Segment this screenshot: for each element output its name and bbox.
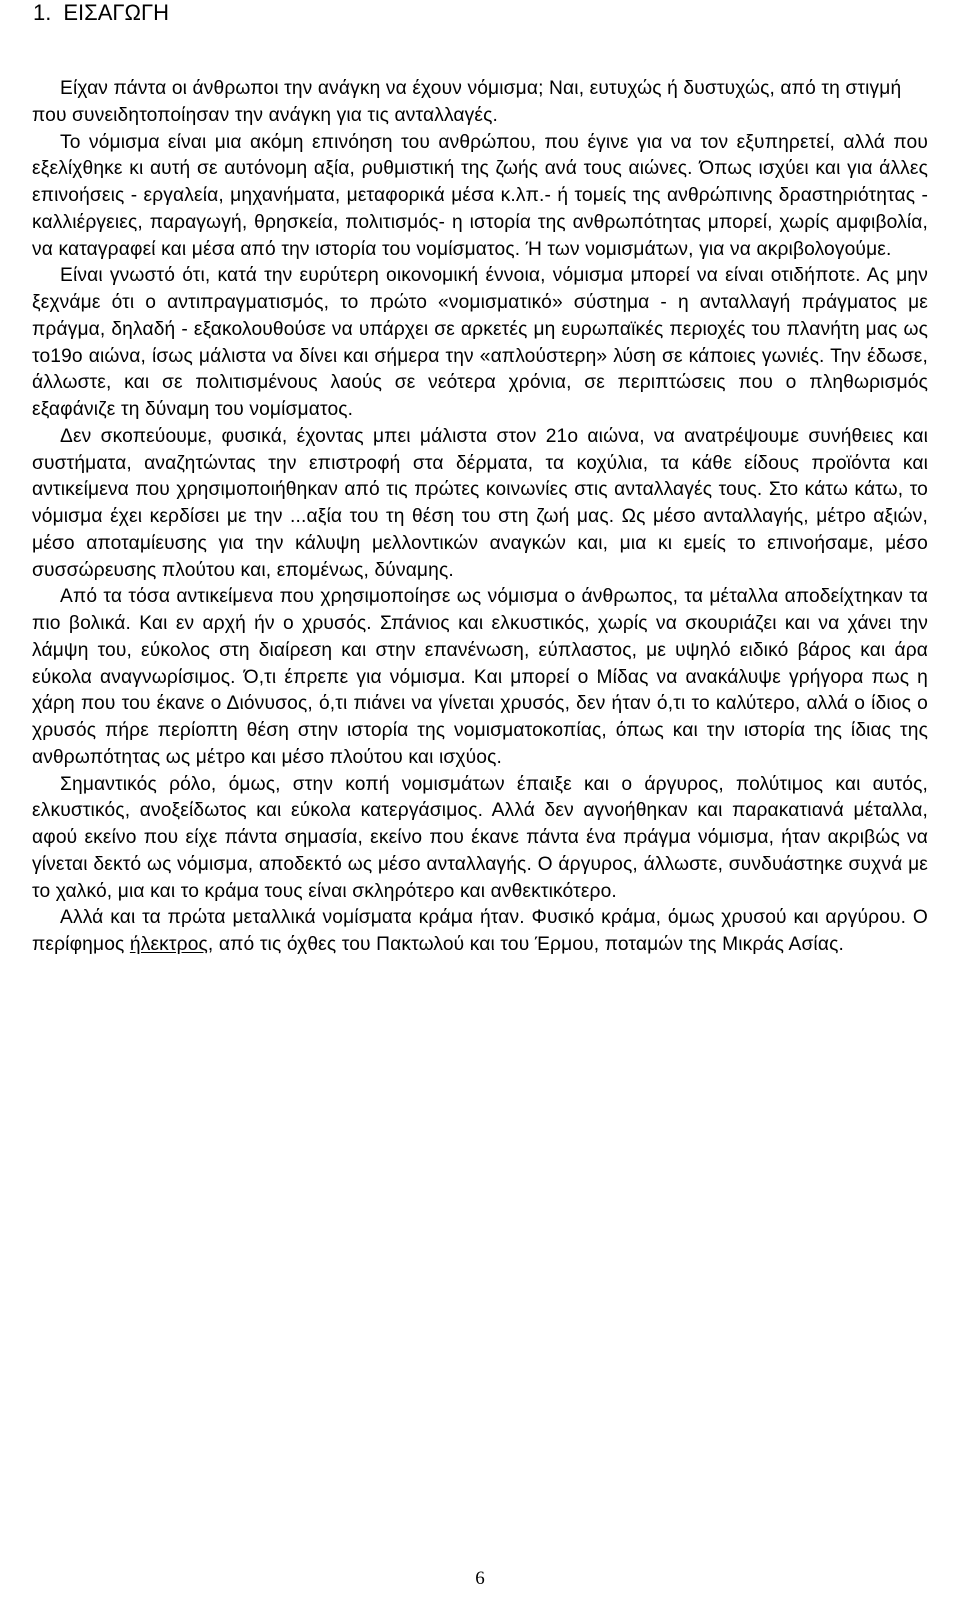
paragraph-7-text-start: Αλλά και τα πρώτα μεταλλικά νομίσματα κράμα ήταν. Φυσικό κράμα, όμως χρυσού και αργύρου. Ο περίφημος [32, 907, 928, 955]
paragraph-7 [32, 905, 928, 959]
page-number: 6 [475, 1568, 485, 1589]
paragraph-4: Δεν σκοπεύουμε, φυσικά, έχοντας μπει μάλιστα στον 21ο αιώνα, να ανατρέψουμε συνήθειες και συστήματα, αναζητώντας την επιστροφή στα δέρματα, τα κοχύλια, τα κάθε είδους προϊόντα και αντικείμενα που χρησιμοποιήθηκαν από τις πρώτες κοινωνίες στις ανταλλαγές τους. Στο κάτω κάτω, το νόμισμα έχει κερδίσει με την ...αξία του τη θέση του στη ζωή μας. Ως μέσο ανταλλαγής, μέτρο αξιών, μέσο αποταμίευσης για την κάλυψη μελλοντικών αναγκών και, μια κι εμείς το επινοήσαμε, μέσο συσσώρευσης πλούτου και, επομένως, δύναμης. [32, 425, 928, 581]
paragraph-6: Σημαντικός ρόλο, όμως, στην κοπή νομισμάτων έπαιξε και ο άργυρος, πολύτιμος και αυτός, ελκυστικός, ανοξείδωτος και εύκολα κατεργάσιμος. Αλλά δεν αγνοήθηκαν και παρακατιανά μέταλλα, αφού εκείνο που είχε πάντα σημασία, εκείνο που έκανε πάντα ένα πράγμα νόμισμα, ήταν ακριβώς να γίνεται δεκτό ως νόμισμα, αποδεκτό ως μέσο ανταλλαγής. Ο άργυρος, άλλωστε, συνδυάστηκε συχνά με το χαλκό, μια και το κράμα τους είναι σκληρότερο και ανθεκτικότερο. [32, 773, 928, 902]
paragraph-7-text-end: , από τις όχθες του Πακτωλού και του Έρμου, ποταμών της Μικράς Ασίας. [207, 934, 844, 955]
section-title: ΕΙΣΑΓΩΓΗ [63, 0, 169, 25]
section-number: 1. [33, 0, 52, 25]
section-heading [33, 0, 169, 26]
paragraph-3: Είναι γνωστό ότι, κατά την ευρύτερη οικονομική έννοια, νόμισμα μπορεί να είναι οτιδήποτε. Ας μην ξεχνάμε ότι ο αντιπραγματισμός, το πρώτο «νομισματικό» σύστημα - η ανταλλαγή πράγματος με πράγμα, δηλαδή - εξακολουθούσε να υπάρχει σε αρκετές μη ευρωπαϊκές περιοχές του πλανήτη μας ως το19ο αιώνα, ίσως μάλιστα να δίνει και σήμερα την «απλούστερη» λύση σε κάποιες γωνιές. Την έδωσε, άλλωστε, και σε πολιτισμένους λαούς σε νεότερα χρόνια, σε περιπτώσεις που ο πληθωρισμός εξαφάνιζε τη δύναμη του νομίσματος. [32, 265, 928, 420]
paragraph-5: Από τα τόσα αντικείμενα που χρησιμοποίησε ως νόμισμα ο άνθρωπος, τα μέταλλα αποδείχτηκαν τα πιο βολικά. Και εν αρχή ήν ο χρυσός. Σπάνιος και ελκυστικός, χωρίς να σκουριάζει και να χάνει την λάμψη του, εύκολος στη διαίρεση και στην επανένωση, εύπλαστος, με υψηλό ειδικό βάρος και άρα εύκολα αναγνωρίσιμος. Ό,τι έπρεπε για νόμισμα. Και μπορεί ο Μίδας να ανακάλυψε γρήγορα πως η χάρη που του έκανε ο Διόνυσος, ό,τι πιάνει να γίνεται χρυσός, δεν ήταν ό,τι το καλύτερο, αλλά ο ίδιος ο χρυσός πήρε περίοπτη θέση στην ιστορία της νομισματοκοπίας, όπως και την ιστορία της ίδιας της ανθρωπότητας ως μέτρο και μέσο πλούτου και ισχύος. [32, 586, 928, 768]
body-text [32, 76, 928, 959]
paragraph-2: Το νόμισμα είναι μια ακόμη επινόηση του ανθρώπου, που έγινε για να τον εξυπηρετεί, αλλά που εξελίχθηκε κι αυτή σε αυτόνομη αξία, ρυθμιστική της ζωής ανά τους αιώνες. Όπως ισχύει και για άλλες επινοήσεις - εργαλεία, μηχανήματα, μεταφορικά μέσα κ.λπ.- ή τομείς της ανθρώπινης δραστηριότητας - καλλιέργειες, παραγωγή, θρησκεία, πολιτισμός- η ιστορία της ανθρωπότητας μπορεί, χωρίς αμφιβολία, να καταγραφεί και μέσα από την ιστορία του νομίσματος. Ή των νομισμάτων, για να ακριβολογούμε. [32, 131, 928, 260]
underlined-term: ήλεκτρος [129, 934, 208, 955]
paragraph-1: Είχαν πάντα οι άνθρωποι την ανάγκη να έχουν νόμισμα; Ναι, ευτυχώς ή δυστυχώς, από τη στιγμή που συνειδητοποίησαν την ανάγκη για τις ανταλλαγές. [32, 78, 902, 126]
